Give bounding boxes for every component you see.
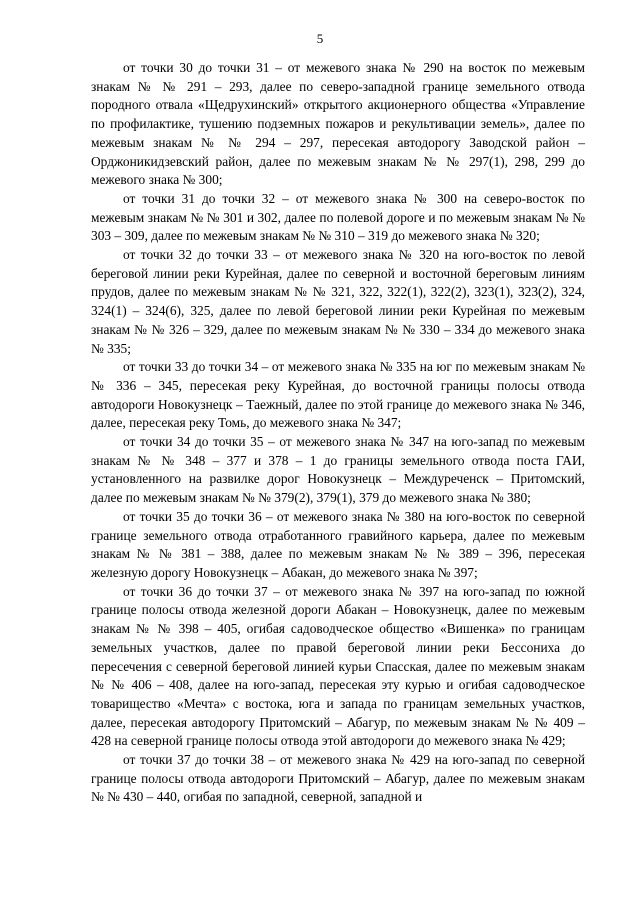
paragraph-boundary-31-32: от точки 31 до точки 32 – от межевого знака № 300 на северо-восток по межевым знакам № № 301 и 302, далее по полевой дороге и по межевым знакам № № 303 – 309, далее по межевым знакам № № 310 – 319 до межевого знака № 320; (91, 190, 585, 244)
paragraph-boundary-34-35: от точки 34 до точки 35 – от межевого знака № 347 на юго-запад по межевым знакам № № 348 – 377 и 378 – 1 до границы земельного отвода поста ГАИ, установленного на развилке дорог Новокузнецк – Междуреченск – Притомский, далее по межевым знакам № № 379(2), 379(1), 379 до межевого знака № 380; (91, 434, 585, 506)
paragraph-boundary-33-34: от точки 33 до точки 34 – от межевого знака № 335 на юг по межевым знакам № № 336 – 345, пересекая реку Курейная, до восточной границы полосы отвода автодороги Новокузнецк – Таежный, далее по этой границе до межевого знака № 346, далее, пересекая реку Томь, до межевого знака № 347; (91, 359, 585, 431)
document-body (91, 59, 585, 807)
paragraph-boundary-37-38: от точки 37 до точки 38 – от межевого знака № 429 на юго-запад по северной границе полосы отвода автодороги Притомский – Абагур, далее по межевым знакам № № 430 – 440, огибая по западной, северной, западной и (91, 752, 585, 805)
paragraph-boundary-32-33: от точки 32 до точки 33 – от межевого знака № 320 на юго-восток по левой береговой линии реки Курейная, далее по северной и восточной береговым линиям прудов, далее по межевым знакам № № 321, 322, 322(1), 322(2), 323(1), 323(2), 324, 324(1) – 324(6), 325, далее по левой береговой линии реки Курейная по межевым знакам № № 326 – 329, далее по межевым знакам № № 330 – 334 до межевого знака № 335; (91, 247, 585, 356)
paragraph-boundary-30-31: от точки 30 до точки 31 – от межевого знака № 290 на восток по межевым знакам № № 291 – 293, далее по северо-западной границе земельного отвода породного отвала «Щедрухинский» открытого акционерного общества «Управление по профилактике, тушению подземных пожаров и рекультивации земель», далее по межевым знакам № № 294 – 297, пересекая автодорогу Заводской район – Орджоникидзевский район, далее по межевым знакам № № 297(1), 298, 299 до межевого знака № 300; (91, 60, 585, 188)
paragraph-boundary-36-37: от точки 36 до точки 37 – от межевого знака № 397 на юго-запад по южной границе полосы отвода железной дороги Абакан – Новокузнецк, далее по межевым знакам № № 398 – 405, огибая садоводческое общество «Вишенка» по границам земельных участков, далее по правой береговой линии реки Бессониха до пересечения с северной береговой линией курьи Спасская, далее по межевым знакам № № 406 – 408, далее на юго-запад, пересекая эту курью и огибая садоводческое товарищество «Мечта» с востока, юга и запада по границам земельных участков, далее, пересекая автодорогу Притомский – Абагур, по межевым знакам № № 409 – 428 на северной границе полосы отвода этой автодороги до межевого знака № 429; (91, 583, 585, 749)
paragraph-boundary-35-36: от точки 35 до точки 36 – от межевого знака № 380 на юго-восток по северной границе земельного отвода отработанного гравийного карьера, далее по межевым знакам № № 381 – 388, далее по межевым знакам № № 389 – 396, пересекая железную дорогу Новокузнецк – Абакан, до межевого знака № 397; (91, 508, 585, 580)
page-number: 5 (316, 31, 324, 46)
